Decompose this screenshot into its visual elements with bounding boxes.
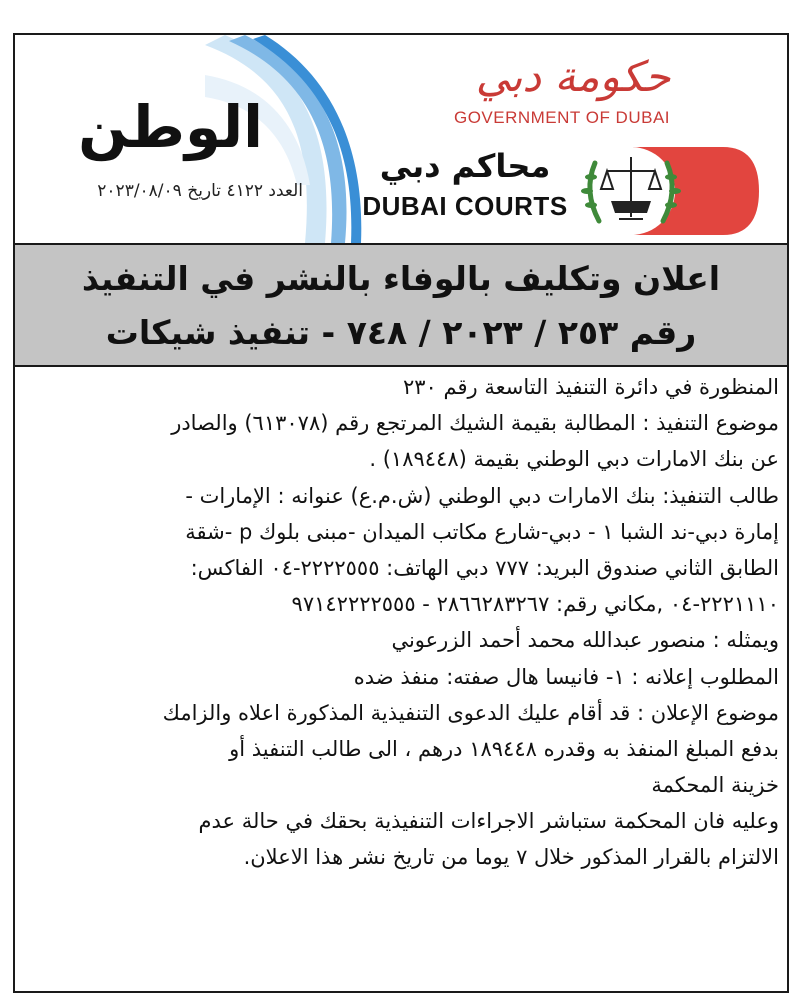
body-line: الالتزام بالقرار المذكور خلال ٧ يوما من تاريخ نشر هذا الاعلان.: [243, 845, 779, 870]
body-line: بدفع المبلغ المنفذ به وقدره ١٨٩٤٤٨ درهم ، الى طالب التنفيذ أو: [229, 736, 779, 761]
body-line: طالب التنفيذ: بنك الامارات دبي الوطني (ش.م.ع) عنوانه : الإمارات -: [185, 483, 779, 508]
notice-title-band: [15, 243, 787, 367]
alwatan-logo: الوطن: [78, 93, 263, 161]
dubai-courts-english: DUBAI COURTS: [362, 191, 568, 221]
notice-body: [23, 369, 779, 969]
body-line: المنظورة في دائرة التنفيذ التاسعة رقم ٢٣٠: [403, 375, 779, 399]
notice-header: [15, 35, 787, 243]
body-line: وعليه فان المحكمة ستباشر الاجراءات التنفيذية بحقك في حالة عدم: [198, 809, 779, 834]
government-of-dubai-english: GOVERNMENT OF DUBAI: [453, 108, 671, 127]
notice-title: اعلان وتكليف بالوفاء بالنشر في التنفيذ: [81, 259, 721, 298]
body-line: خزينة المحكمة: [651, 773, 779, 798]
government-of-dubai-arabic: حكومة دبي: [475, 52, 671, 101]
body-line: عن بنك الامارات دبي الوطني بقيمة (١٨٩٤٤٨) .: [369, 447, 779, 472]
body-line: موضوع التنفيذ : المطالبة بقيمة الشيك المرتجع رقم (٦١٣٠٧٨) والصادر: [171, 411, 779, 436]
body-line: المطلوب إعلانه : ١- فانيسا هال صفته: منفذ ضده: [353, 664, 779, 689]
body-line: الطابق الثاني صندوق البريد: ٧٧٧ دبي الهاتف: ٢٢٢٢٥٥٥-٠٤ الفاكس:: [190, 555, 779, 580]
issue-date-line: العدد ٤١٢٢ تاريخ ٢٠٢٣/٠٨/٠٩: [97, 181, 303, 201]
notice-frame: [13, 33, 789, 993]
dubai-courts-arabic: محاكم دبي: [379, 147, 551, 185]
dubai-courts-emblem-icon: [573, 143, 763, 239]
case-number-title: رقم ٢٥٣ / ٢٠٢٣ / ٧٤٨ - تنفيذ شيكات: [105, 313, 697, 352]
body-line: ٢٢٢١١١٠-٠٤ ,مكاني رقم: ٢٨٦٦٢٨٣٢٦٧ - ٩٧١٤٢٢٢٢٥٥٥: [291, 592, 779, 617]
body-line: ويمثله : منصور عبدالله محمد أحمد الزرعوني: [391, 628, 779, 653]
body-line: موضوع الإعلان : قد أقام عليك الدعوى التنفيذية المذكورة اعلاه والزامك: [162, 700, 779, 725]
body-line: إمارة دبي-ند الشبا ١ - دبي-شارع مكاتب الميدان -مبنى بلوك p -شقة: [185, 519, 779, 544]
